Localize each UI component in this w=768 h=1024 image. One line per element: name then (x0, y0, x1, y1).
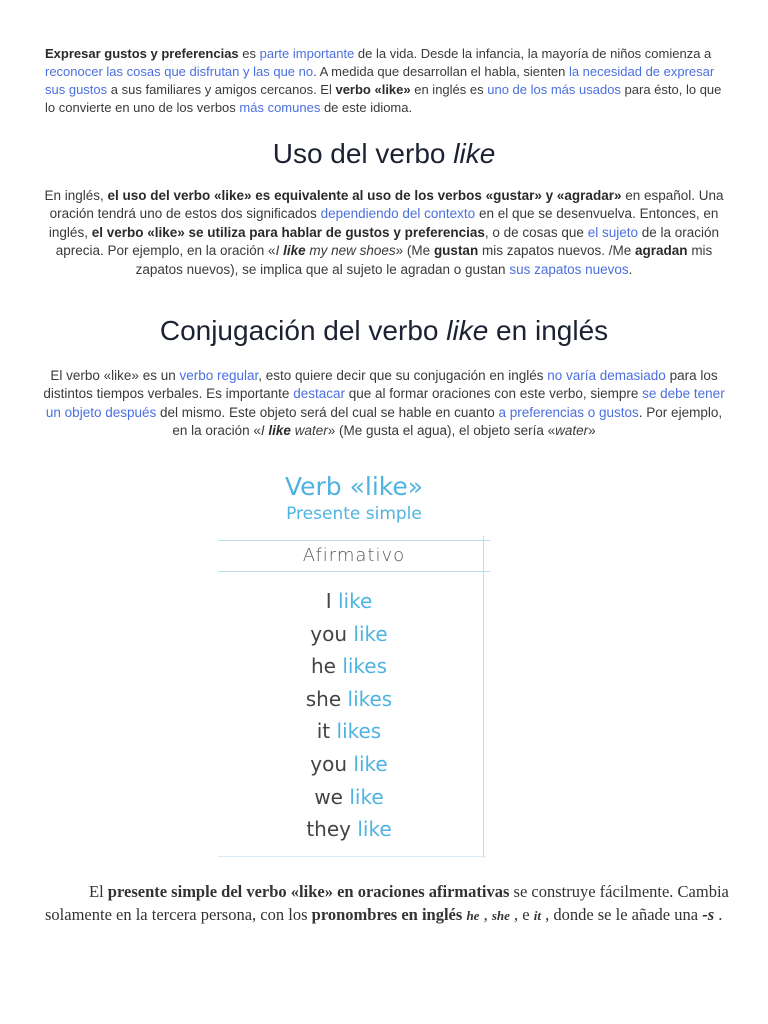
para-text: mis zapatos nuevos), se implica que al sujeto le agradan o gustan (135, 243, 713, 277)
conjugation-verb: like (349, 784, 384, 809)
intro-text: para ésto, lo que lo convierte en uno de los verbos (45, 82, 722, 115)
conjugation-verb: like (357, 817, 392, 842)
para-text: de la oración aprecia. Por ejemplo, en la oración « (55, 224, 720, 259)
para-bold-em: like (268, 423, 291, 439)
heading-em: like (453, 138, 496, 169)
conjugation-pronoun: you (310, 752, 354, 776)
conjugation-row (218, 653, 480, 679)
para-bold: el uso del verbo «like» es equivalente al uso de los verbos «gustar» y «agradar» (107, 188, 622, 203)
link-objeto-despues[interactable]: se debe tener un objeto después (45, 386, 725, 420)
closing-text: . (714, 905, 723, 924)
link-necesidad-expresar[interactable]: la necesidad de expresar sus gustos (45, 64, 715, 97)
heading-em: like (446, 315, 489, 346)
para-text: en el que se desenvuelva. Entonces, en inglés, (48, 206, 719, 240)
figure-subtitle: Presente simple (286, 504, 422, 524)
figure-header-label: Afirmativo (302, 545, 406, 566)
figure-header (218, 540, 490, 572)
link-el-sujeto[interactable]: el sujeto (587, 224, 638, 240)
para-text: » (Me (395, 243, 434, 259)
intro-bold-verbo: verbo «like» (335, 82, 411, 97)
closing-paragraph (45, 880, 735, 927)
closing-text: , donde se le añade una (540, 905, 703, 924)
link-mas-usados[interactable]: uno de los más usados (487, 82, 621, 97)
section2-heading (0, 311, 768, 351)
closing-pronoun: it (533, 908, 541, 923)
conjugation-pronoun: he (310, 654, 343, 679)
para-text: » (588, 423, 596, 439)
conjugation-verb: like (337, 589, 373, 613)
link-dependiendo-contexto[interactable]: dependiendo del contexto (320, 206, 476, 222)
conjugation-pronoun: it (316, 719, 337, 744)
intro-text: a sus familiares y amigos cercanos. El (107, 82, 336, 97)
closing-text: El (89, 882, 108, 901)
intro-paragraph (45, 45, 725, 117)
para-text: . (628, 261, 633, 277)
heading-text: Conjugación del verbo (159, 315, 447, 346)
para-text: , esto quiere decir que su conjugación en inglés (258, 368, 548, 383)
conjugation-row (218, 751, 480, 777)
para-em: I (275, 243, 284, 259)
para-em: my new shoes (305, 243, 396, 259)
heading-text: en inglés (488, 315, 609, 346)
para-em: water (290, 423, 328, 439)
conjugation-row (218, 621, 480, 647)
para-text: que al formar oraciones con este verbo, siempre (344, 386, 643, 402)
link-no-varia[interactable]: no varía demasiado (547, 368, 666, 383)
section1-heading (0, 134, 768, 174)
conjugation-verb: likes (347, 686, 393, 711)
figure-divider (483, 536, 484, 858)
conjugation-pronoun: I (325, 589, 338, 613)
conjugation-row (218, 816, 480, 842)
closing-pronoun: she (491, 908, 510, 923)
link-parte-importante[interactable]: parte importante (259, 46, 355, 61)
para-bold: gustan (433, 243, 479, 259)
intro-text: es (238, 46, 260, 61)
conjugation-row (218, 588, 480, 614)
para-text: . Por ejemplo, en la oración « (172, 404, 723, 439)
closing-text: , (479, 905, 492, 924)
section2-paragraph (40, 367, 728, 441)
closing-suffix: -s (702, 905, 715, 924)
para-bold-em: like (283, 243, 306, 259)
para-text: mis zapatos nuevos. /Me (478, 243, 636, 259)
closing-text: , e (509, 905, 534, 924)
conjugation-verb: like (353, 621, 388, 646)
conjugation-pronoun: we (314, 784, 350, 809)
link-zapatos-nuevos[interactable]: sus zapatos nuevos (509, 261, 629, 277)
closing-pronoun: he (466, 908, 480, 923)
para-text: » (Me gusta el agua), el objeto sería « (327, 423, 556, 439)
conjugation-verb: like (353, 752, 388, 776)
section1-paragraph (40, 187, 728, 279)
para-em: I (260, 423, 269, 439)
conjugation-pronoun: they (306, 817, 358, 842)
link-verbo-regular[interactable]: verbo regular (179, 368, 259, 383)
conjugation-row (218, 686, 480, 712)
intro-text: . A medida que desarrollan el habla, sienten (313, 64, 569, 79)
link-reconocer-cosas[interactable]: reconocer las cosas que disfrutan y las que no (45, 64, 314, 79)
para-text: En inglés, (44, 188, 108, 203)
closing-bold: presente simple del verbo «like» en oraciones afirmativas (107, 882, 510, 901)
link-destacar[interactable]: destacar (293, 386, 345, 402)
para-text: , o de cosas que (484, 224, 588, 240)
para-text: para los distintos tiempos verbales. Es importante (43, 368, 718, 402)
conjugation-row (218, 784, 480, 810)
conjugation-verb: likes (336, 719, 382, 744)
intro-text: de este idioma. (320, 100, 413, 115)
conjugation-verb: likes (342, 654, 388, 679)
conjugation-pronoun: you (310, 621, 354, 646)
conjugation-row (218, 718, 480, 744)
intro-text: de la vida. Desde la infancia, la mayoría de niños comienza a (354, 46, 712, 61)
para-bold: el verbo «like» se utiliza para hablar de gustos y preferencias (91, 224, 485, 240)
para-em: water (555, 423, 589, 439)
figure-bottom-line (218, 856, 486, 857)
figure-title: Verb «like» (284, 472, 424, 501)
para-bold: agradan (635, 243, 688, 259)
intro-text: en inglés es (410, 82, 488, 97)
conjugation-figure (218, 468, 490, 860)
para-text: del mismo. Este objeto será del cual se hable en cuanto (156, 404, 499, 420)
conjugation-pronoun: she (305, 686, 348, 711)
closing-bold: pronombres en inglés (311, 905, 463, 924)
intro-bold-1: Expresar gustos y preferencias (45, 46, 239, 61)
para-text: en español. Una oración tendrá uno de estos dos significados (49, 188, 724, 222)
heading-text: Uso del verbo (272, 138, 454, 169)
para-text: El verbo «like» es un (50, 368, 180, 383)
link-mas-comunes[interactable]: más comunes (239, 100, 321, 115)
closing-text: se construye fácilmente. Cambia solamente en la tercera persona, con los (45, 882, 729, 924)
link-preferencias-gustos[interactable]: a preferencias o gustos (498, 404, 639, 420)
